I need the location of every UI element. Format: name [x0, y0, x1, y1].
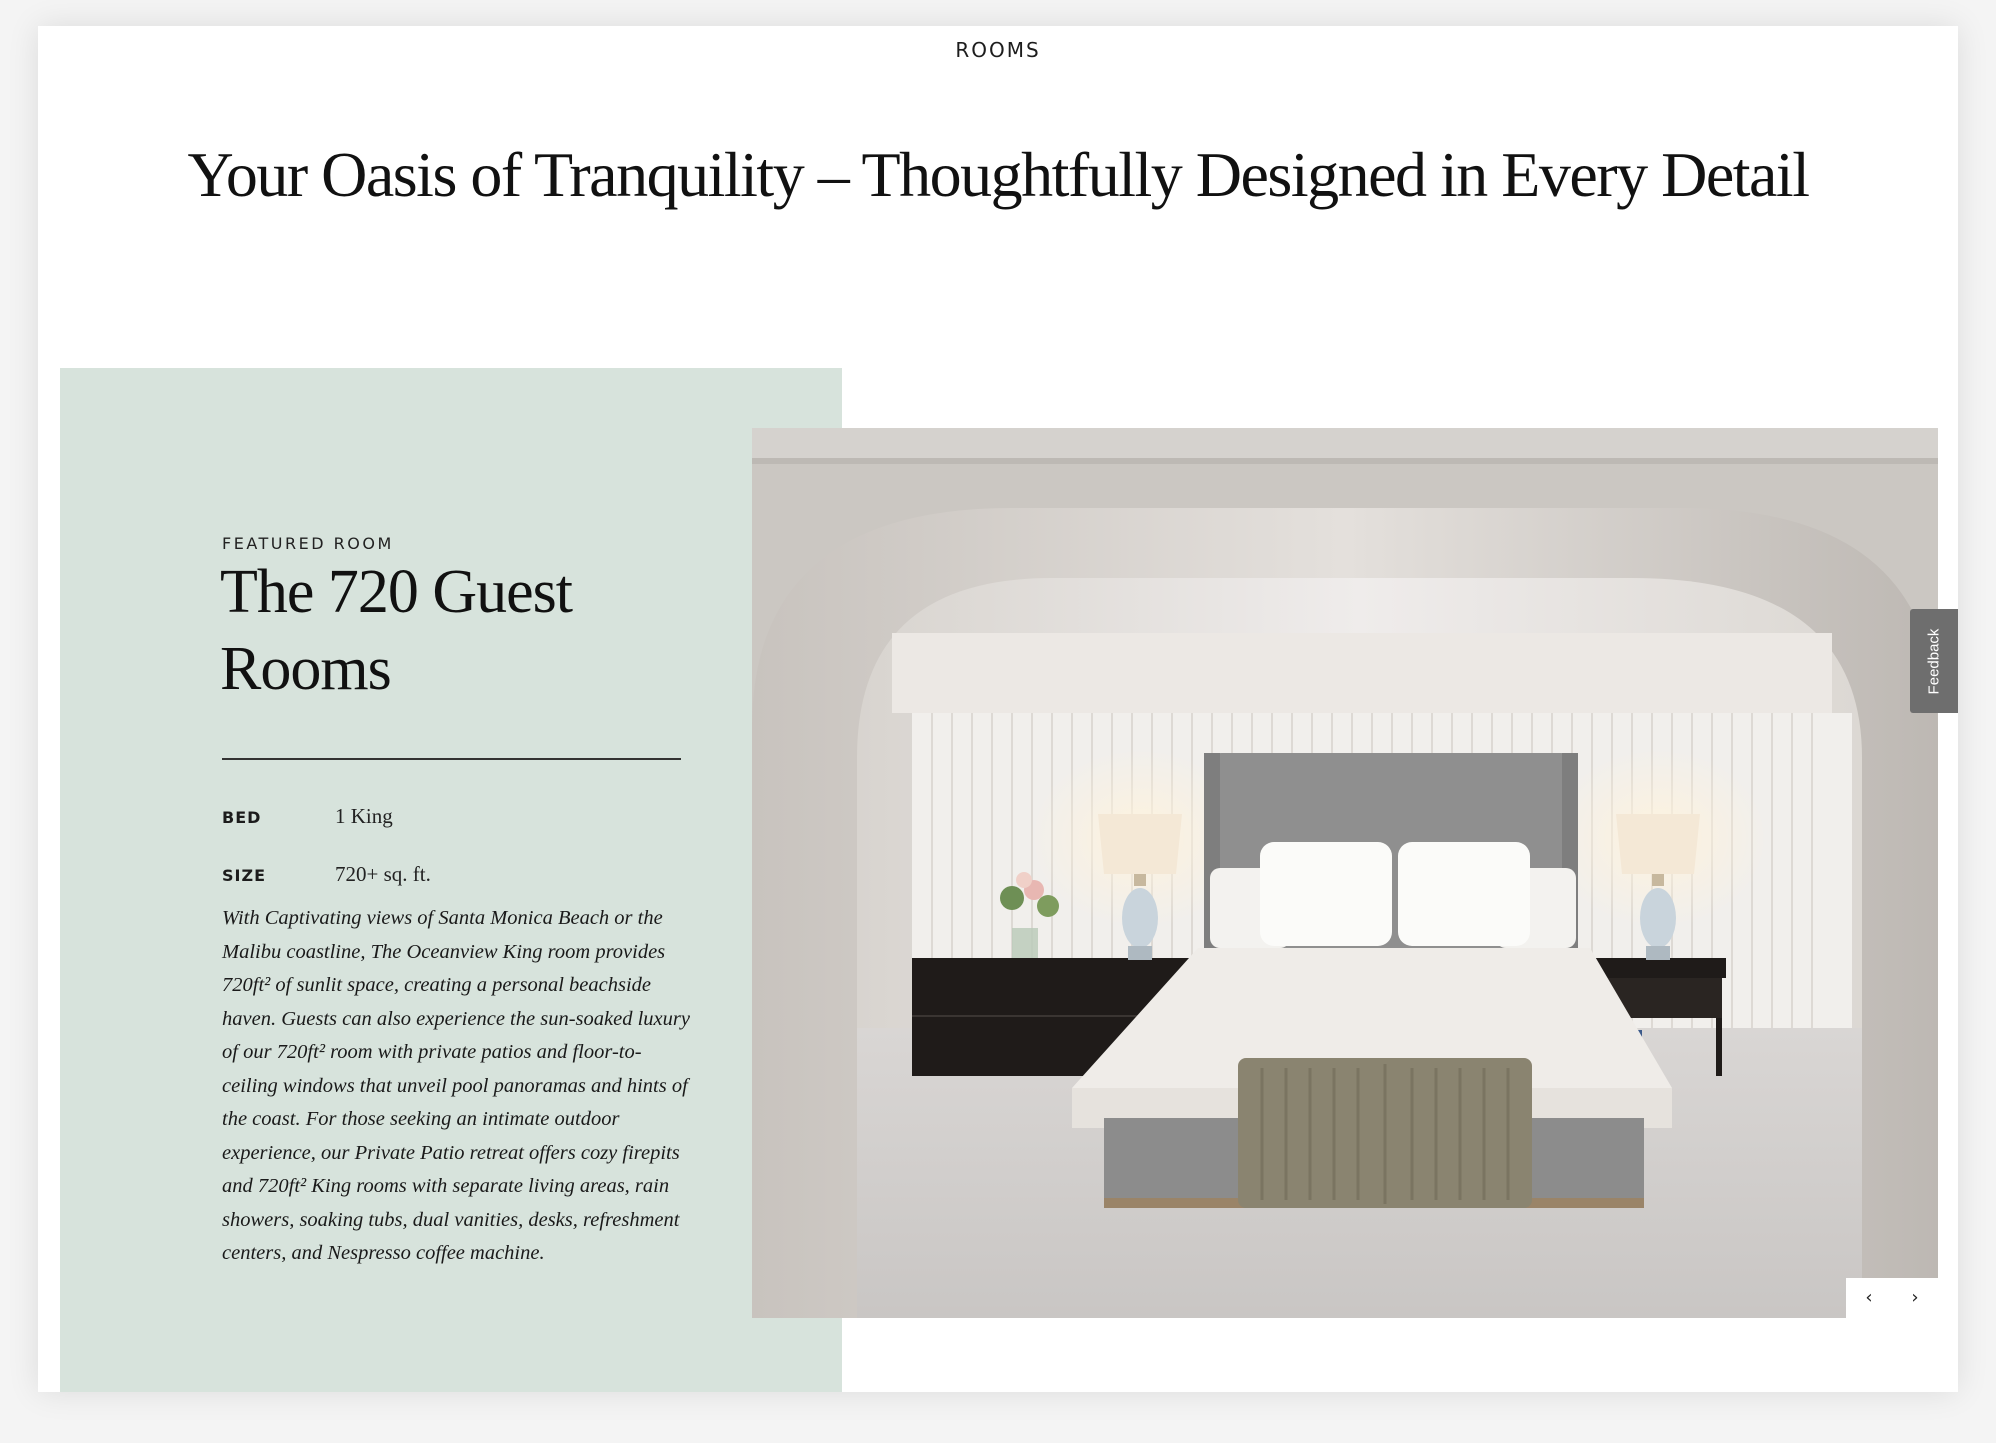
spec-label-bed: BED: [222, 808, 262, 827]
feedback-label: Feedback: [1925, 628, 1943, 694]
room-photo: [752, 428, 1938, 1318]
page: [38, 26, 1958, 1392]
featured-room-panel: [60, 368, 842, 1392]
room-photo-illustration: [752, 428, 1938, 1318]
featured-room-eyebrow: FEATURED ROOM: [222, 534, 394, 553]
spec-value-bed: 1 King: [335, 804, 393, 828]
carousel-prev-button[interactable]: ‹: [1854, 1283, 1884, 1313]
carousel-next-button[interactable]: ›: [1900, 1283, 1930, 1313]
feedback-tab[interactable]: [1910, 609, 1958, 713]
divider: [222, 758, 681, 760]
spec-value-size: 720+ sq. ft.: [335, 862, 431, 886]
room-title: The 720 Guest Rooms: [220, 558, 573, 703]
spec-label-size: SIZE: [222, 866, 267, 885]
page-headline: Your Oasis of Tranquility – Thoughtfully Designed in Every Detail: [187, 139, 1809, 210]
room-description: With Captivating views of Santa Monica Beach or the Malibu coastline, The Oceanview King room provides 720ft² of sunlit space, creating a personal beachside haven. Guests can also experience the sun-soaked luxury of our 720ft² room with private patios and floor-to-ceiling windows that unveil pool panoramas and hints of the coast. For those seeking an intimate outdoor experience, our Private Patio retreat offers cozy firepits and 720ft² King rooms with separate living areas, rain showers, soaking tubs, dual vanities, desks, refreshment centers, and Nespresso coffee machine.: [222, 907, 690, 1264]
carousel-nav: [1846, 1278, 1938, 1318]
section-label: ROOMS: [955, 38, 1041, 62]
